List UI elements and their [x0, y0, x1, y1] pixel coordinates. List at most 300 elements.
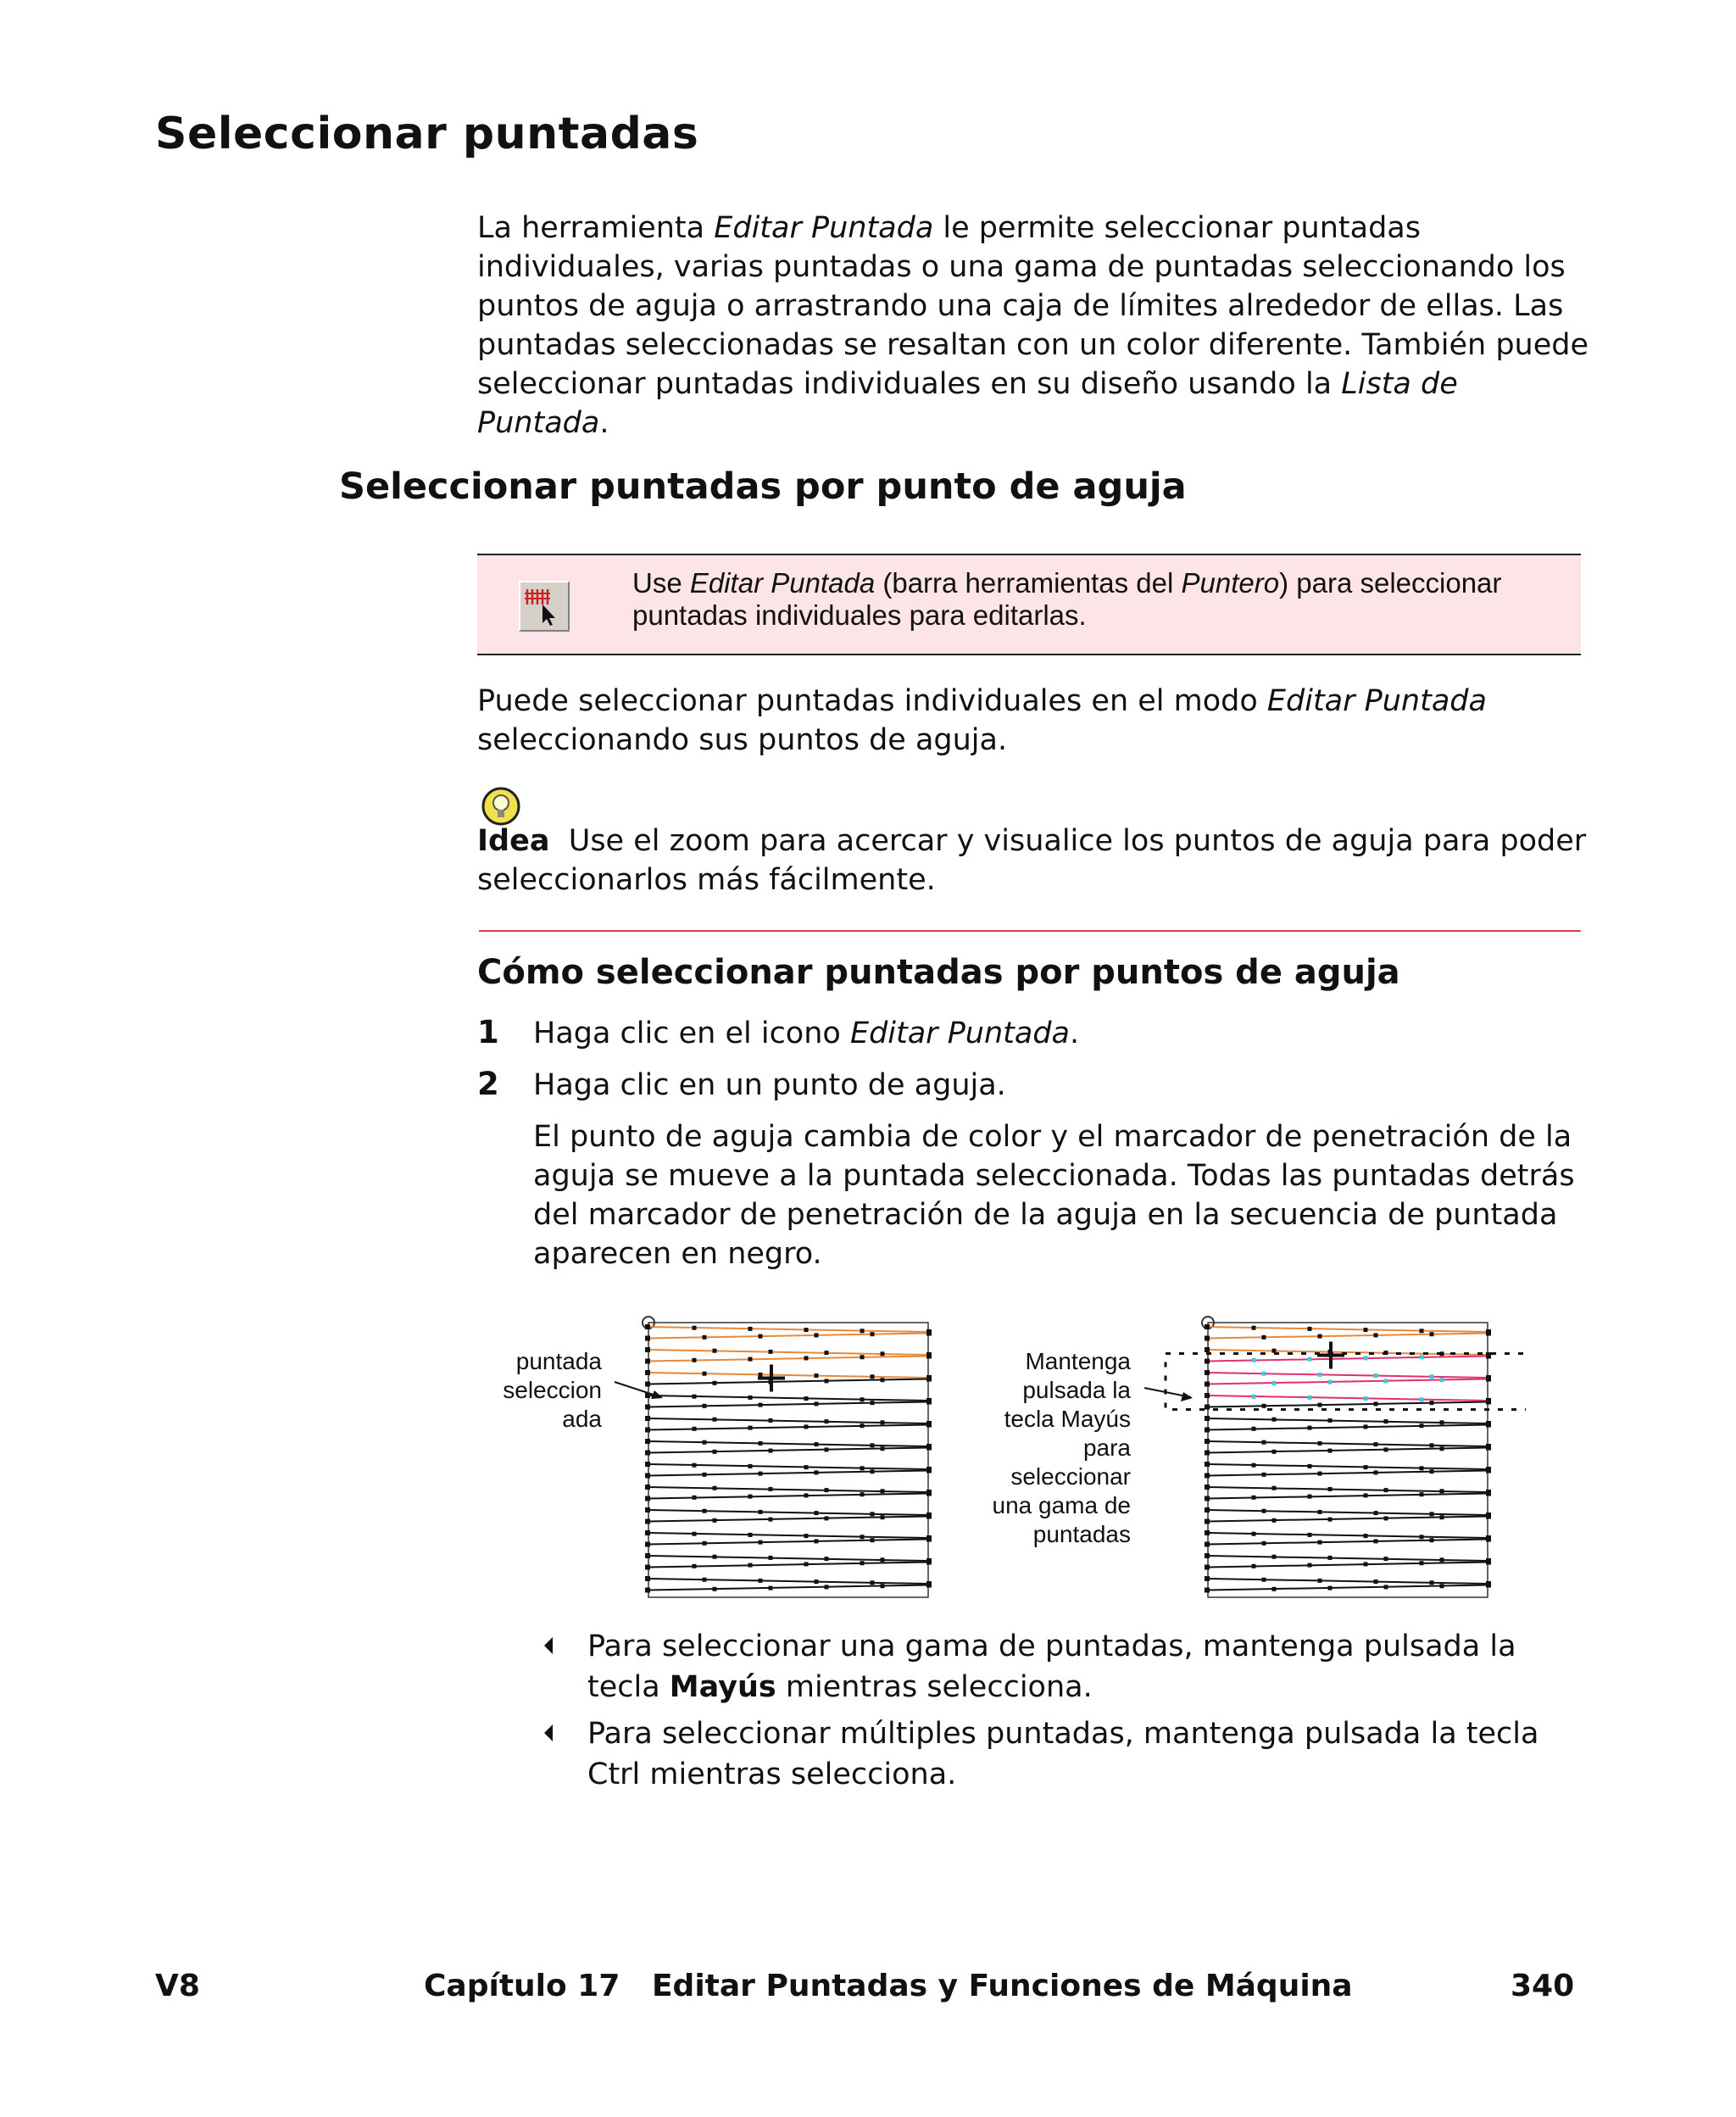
stitch-line: [1208, 1327, 1488, 1332]
needle-point: [769, 1518, 773, 1522]
needle-point: [1364, 1493, 1368, 1497]
needle-point: [871, 1374, 875, 1379]
needle-point: [1440, 1420, 1444, 1424]
needle-point: [1420, 1492, 1424, 1496]
needle-point: [1420, 1423, 1424, 1428]
needle-point: [703, 1440, 707, 1445]
needle-point: [759, 1403, 763, 1407]
stitch-line: [648, 1563, 928, 1568]
needle-point: [703, 1404, 707, 1408]
needle-point: [825, 1516, 829, 1520]
needle-point: [1486, 1514, 1491, 1519]
needle-point: [1364, 1356, 1368, 1360]
needle-point: [926, 1423, 932, 1428]
needle-point: [1364, 1424, 1368, 1429]
needle-point: [1486, 1468, 1491, 1474]
section-divider: [479, 930, 1581, 932]
needle-point: [1262, 1404, 1266, 1408]
needle-point: [769, 1449, 773, 1453]
stitch-line: [1208, 1517, 1488, 1522]
stitch-line: [648, 1585, 928, 1591]
needle-point: [1272, 1587, 1277, 1591]
stitch-diagram-single: [636, 1314, 941, 1598]
needle-point: [1430, 1374, 1434, 1379]
needle-point: [703, 1335, 707, 1340]
page-title: Seleccionar puntadas: [155, 109, 699, 159]
needle-point: [1272, 1486, 1277, 1490]
needle-point: [1308, 1396, 1312, 1400]
needle-point: [871, 1512, 875, 1516]
needle-point: [1440, 1446, 1444, 1451]
needle-point: [1364, 1465, 1368, 1469]
needle-point: [1252, 1395, 1256, 1399]
needle-point: [860, 1535, 865, 1539]
needle-point: [1420, 1355, 1424, 1359]
needle-point: [1384, 1557, 1388, 1561]
needle-point: [1205, 1507, 1210, 1513]
needle-point: [645, 1382, 650, 1387]
label-left-line: ada: [562, 1406, 602, 1432]
edit-stitch-tool-icon[interactable]: [519, 581, 570, 632]
needle-point: [1318, 1510, 1322, 1514]
needle-point: [871, 1469, 875, 1474]
needle-point: [926, 1354, 932, 1359]
needle-point: [759, 1510, 763, 1514]
needle-point: [713, 1555, 717, 1559]
mode-text-1: Puede seleccionar puntadas individuales en el modo: [477, 684, 1267, 718]
needle-point: [713, 1486, 717, 1490]
stitch-line: [1208, 1471, 1488, 1476]
figure-label-selected: [458, 1347, 602, 1434]
stitch-line: [1208, 1441, 1488, 1446]
needle-point: [860, 1492, 865, 1496]
bullet-arrow-icon: [542, 1636, 554, 1655]
needle-point: [693, 1463, 697, 1468]
label-right-line: pulsada la: [1022, 1377, 1131, 1403]
mode-paragraph: [477, 682, 1596, 760]
needle-point: [1328, 1586, 1333, 1591]
needle-point: [645, 1485, 650, 1490]
needle-point: [1205, 1542, 1210, 1547]
needle-point: [713, 1518, 717, 1523]
needle-point: [1440, 1557, 1444, 1562]
needle-point: [1308, 1357, 1312, 1362]
needle-point: [804, 1328, 809, 1332]
needle-point: [881, 1446, 885, 1451]
needle-point: [881, 1584, 885, 1588]
needle-point: [825, 1351, 829, 1355]
stitch-line: [648, 1350, 928, 1355]
needle-point: [769, 1556, 773, 1560]
needle-point: [645, 1507, 650, 1513]
stitch-line: [648, 1327, 928, 1332]
needle-point: [645, 1393, 650, 1398]
stitch-diagram-range: [1161, 1314, 1526, 1598]
stitch-line: [648, 1425, 928, 1430]
idea-text: Use el zoom para acercar y visualice los puntos de aguja para poder seleccionarlos más fácilmente.: [477, 824, 1587, 897]
tool-callout-text: [632, 567, 1565, 632]
needle-point: [769, 1586, 773, 1591]
needle-point: [748, 1357, 753, 1362]
needle-point: [825, 1419, 829, 1423]
needle-point: [645, 1496, 650, 1501]
needle-point: [645, 1324, 650, 1329]
stitch-line: [648, 1494, 928, 1499]
label-right-line: para: [1082, 1435, 1131, 1461]
needle-point: [1486, 1400, 1491, 1405]
bullet1-text-b: mientras selecciona.: [776, 1670, 1093, 1704]
stitch-line: [1208, 1579, 1488, 1584]
needle-point: [815, 1373, 819, 1378]
needle-point: [1262, 1372, 1266, 1376]
bullet-1: [587, 1626, 1596, 1708]
stitch-line: [648, 1579, 928, 1584]
needle-point: [769, 1418, 773, 1423]
needle-point: [1262, 1509, 1266, 1513]
needle-point: [1430, 1332, 1434, 1336]
stitch-line: [1208, 1396, 1488, 1401]
lightbulb-icon: [481, 786, 521, 827]
needle-point: [1486, 1377, 1491, 1382]
needle-point: [1205, 1428, 1210, 1433]
needle-point: [926, 1537, 932, 1542]
needle-point: [825, 1447, 829, 1451]
needle-point: [871, 1443, 875, 1447]
needle-point: [1318, 1334, 1322, 1339]
stitch-line: [1208, 1487, 1488, 1492]
needle-point: [693, 1358, 697, 1362]
needle-point: [703, 1372, 707, 1376]
needle-point: [1262, 1541, 1266, 1546]
needle-point: [926, 1468, 932, 1474]
needle-point: [748, 1533, 753, 1537]
needle-point: [1486, 1423, 1491, 1428]
needle-point: [1328, 1380, 1333, 1384]
needle-point: [645, 1542, 650, 1547]
stitch-line: [1208, 1494, 1488, 1499]
needle-point: [804, 1534, 809, 1538]
needle-point: [1384, 1379, 1388, 1383]
needle-point: [769, 1487, 773, 1491]
needle-point: [881, 1378, 885, 1382]
needle-point: [1420, 1561, 1424, 1565]
needle-point: [645, 1359, 650, 1364]
bullet1-key: Mayús: [669, 1670, 776, 1704]
needle-point: [860, 1397, 865, 1401]
needle-point: [1318, 1472, 1322, 1476]
intro-text-2: le permite seleccionar puntadas individuales, varias puntadas o una gama de puntadas seleccionando los puntos de aguja o arrastrando una caja de límites alrededor de ellas. Las puntadas seleccionadas se resaltan con un color diferente. También puede seleccionar puntadas individuales en su diseño usando la: [477, 211, 1589, 401]
needle-point: [1384, 1488, 1388, 1492]
stitch-line: [648, 1471, 928, 1476]
needle-point: [703, 1473, 707, 1477]
needle-point: [1205, 1359, 1210, 1364]
needle-point: [645, 1370, 650, 1375]
step1-text-b: .: [1070, 1017, 1080, 1050]
needle-point: [645, 1451, 650, 1456]
needle-point: [1374, 1511, 1378, 1515]
needle-point: [1374, 1333, 1378, 1337]
needle-point: [815, 1401, 819, 1406]
needle-point: [1205, 1393, 1210, 1398]
tool-name: Editar Puntada: [689, 567, 876, 599]
needle-point: [860, 1329, 865, 1333]
needle-point: [804, 1562, 809, 1566]
needle-point: [825, 1585, 829, 1589]
needle-point: [1374, 1442, 1378, 1446]
needle-point: [926, 1400, 932, 1405]
needle-point: [815, 1579, 819, 1584]
needle-point: [1374, 1373, 1378, 1378]
stitch-line: [648, 1418, 928, 1423]
needle-point: [1486, 1446, 1491, 1451]
needle-point: [1486, 1560, 1491, 1565]
needle-point: [871, 1538, 875, 1542]
needle-point: [1205, 1576, 1210, 1581]
label-left-line: puntada: [515, 1348, 602, 1374]
needle-point: [926, 1583, 932, 1588]
stitch-line: [1208, 1533, 1488, 1538]
needle-point: [1328, 1556, 1333, 1560]
needle-point: [1440, 1515, 1444, 1519]
needle-point: [804, 1356, 809, 1360]
needle-point: [748, 1495, 753, 1499]
needle-point: [703, 1541, 707, 1546]
stitch-line: [1208, 1334, 1488, 1339]
intro-list-name: Lista de Puntada: [477, 367, 1458, 440]
needle-point: [1308, 1495, 1312, 1499]
label-right-line: una gama de: [992, 1492, 1131, 1518]
needle-point: [1272, 1349, 1277, 1353]
label-right-line: seleccionar: [1010, 1463, 1131, 1490]
needle-point: [759, 1579, 763, 1583]
needle-point: [1205, 1485, 1210, 1490]
stitch-line: [648, 1510, 928, 1515]
needle-point: [1205, 1474, 1210, 1479]
footer-chapter: Capítulo 17 Editar Puntadas y Funciones de Máquina: [424, 1969, 1353, 2003]
needle-point: [1384, 1516, 1388, 1520]
needle-point: [1205, 1519, 1210, 1524]
needle-point: [1308, 1563, 1312, 1568]
intro-text-1: La herramienta: [477, 211, 715, 245]
stitch-line: [648, 1487, 928, 1492]
needle-point: [1205, 1439, 1210, 1444]
needle-point: [645, 1405, 650, 1410]
needle-point: [1205, 1565, 1210, 1570]
needle-point: [693, 1564, 697, 1568]
needle-point: [713, 1349, 717, 1353]
stitch-line: [1208, 1448, 1488, 1453]
needle-point: [1364, 1534, 1368, 1538]
needle-point: [703, 1509, 707, 1513]
needle-point: [748, 1563, 753, 1568]
step-number-2: 2: [477, 1066, 499, 1102]
needle-point: [759, 1373, 763, 1377]
needle-point: [1374, 1470, 1378, 1474]
stitch-line: [1208, 1402, 1488, 1407]
section-title: Seleccionar puntadas por punto de aguja: [339, 465, 1187, 508]
needle-point: [860, 1466, 865, 1470]
figure-label-range: [958, 1347, 1131, 1549]
needle-point: [1430, 1401, 1434, 1405]
needle-point: [1318, 1540, 1322, 1545]
stitch-line: [1208, 1556, 1488, 1561]
needle-point: [1205, 1336, 1210, 1341]
needle-point: [1308, 1464, 1312, 1468]
needle-point: [1252, 1358, 1256, 1362]
needle-point: [645, 1347, 650, 1352]
needle-point: [645, 1428, 650, 1433]
needle-point: [926, 1560, 932, 1565]
needle-point: [926, 1331, 932, 1336]
label-left-line: seleccion: [503, 1377, 602, 1403]
needle-point: [1205, 1462, 1210, 1467]
stitch-line: [648, 1396, 928, 1401]
needle-point: [1272, 1518, 1277, 1523]
needle-point: [1205, 1553, 1210, 1558]
needle-point: [1205, 1451, 1210, 1456]
needle-point: [881, 1420, 885, 1424]
needle-point: [645, 1519, 650, 1524]
needle-point: [1205, 1416, 1210, 1421]
needle-point: [825, 1557, 829, 1561]
footer-version: V8: [155, 1969, 200, 2003]
needle-point: [1440, 1489, 1444, 1493]
needle-point: [645, 1588, 650, 1593]
footer-page-number: 340: [1511, 1969, 1575, 2003]
toolbar-name: Puntero: [1181, 567, 1280, 599]
needle-point: [815, 1442, 819, 1446]
needle-point: [825, 1488, 829, 1492]
needle-point: [1272, 1381, 1277, 1385]
needle-point: [815, 1470, 819, 1474]
needle-point: [804, 1465, 809, 1469]
needle-point: [703, 1578, 707, 1582]
needle-point: [1252, 1564, 1256, 1568]
needle-point: [769, 1350, 773, 1354]
tool-callout: [477, 554, 1581, 655]
needle-point: [759, 1540, 763, 1545]
needle-point: [815, 1333, 819, 1337]
needle-point: [881, 1351, 885, 1356]
needle-point: [871, 1401, 875, 1405]
stitch-line: [1208, 1418, 1488, 1423]
stitch-line: [648, 1441, 928, 1446]
tool-text-2: (barra herramientas del: [875, 567, 1182, 599]
step1-tool: Editar Puntada: [849, 1017, 1071, 1050]
needle-point: [1364, 1328, 1368, 1332]
needle-point: [1440, 1378, 1444, 1382]
stitch-line: [648, 1373, 928, 1378]
needle-point: [1486, 1354, 1491, 1359]
idea-label: Idea: [477, 824, 550, 858]
stitch-line: [648, 1556, 928, 1561]
needle-point: [871, 1580, 875, 1585]
needle-point: [926, 1446, 932, 1451]
needle-point: [645, 1576, 650, 1581]
needle-point: [1205, 1370, 1210, 1375]
needle-point: [1430, 1469, 1434, 1474]
needle-point: [1318, 1403, 1322, 1407]
needle-point: [881, 1515, 885, 1519]
needle-point: [713, 1418, 717, 1422]
stitch-line: [1208, 1563, 1488, 1568]
stitch-line: [648, 1379, 928, 1384]
needle-point: [1272, 1555, 1277, 1559]
needle-point: [1252, 1496, 1256, 1500]
stitch-line: [648, 1334, 928, 1339]
needle-point: [804, 1493, 809, 1497]
stitch-line: [1208, 1540, 1488, 1545]
needle-point: [1205, 1324, 1210, 1329]
needle-point: [1420, 1397, 1424, 1401]
needle-point: [645, 1565, 650, 1570]
needle-point: [860, 1561, 865, 1565]
needle-point: [645, 1462, 650, 1467]
label-right-line: puntadas: [1032, 1521, 1131, 1547]
needle-point: [1262, 1335, 1266, 1340]
needle-point: [1486, 1537, 1491, 1542]
step-text-2: Haga clic en un punto de aguja.: [533, 1068, 1006, 1102]
needle-point: [759, 1334, 763, 1339]
needle-point: [748, 1396, 753, 1400]
needle-point: [881, 1489, 885, 1493]
needle-point: [1364, 1562, 1368, 1566]
needle-point: [1486, 1491, 1491, 1496]
needle-point: [926, 1491, 932, 1496]
needle-point: [1328, 1487, 1333, 1491]
stitch-line: [648, 1464, 928, 1469]
step-2-detail: El punto de aguja cambia de color y el marcador de penetración de la aguja se mueve a la puntada seleccionada. Todas las puntadas detrás del marcador de penetración de la aguja en la secuencia de puntada aparecen en negro.: [533, 1120, 1575, 1271]
needle-point: [645, 1416, 650, 1421]
stitch-line: [1208, 1379, 1488, 1384]
stitch-line: [648, 1448, 928, 1453]
label-right-line: tecla Mayús: [1004, 1406, 1131, 1432]
stitch-line: [648, 1357, 928, 1362]
needle-point: [693, 1496, 697, 1500]
needle-point: [825, 1379, 829, 1383]
stitch-line: [648, 1517, 928, 1522]
needle-point: [713, 1587, 717, 1591]
needle-point: [881, 1557, 885, 1562]
needle-point: [860, 1355, 865, 1359]
needle-point: [926, 1377, 932, 1382]
needle-point: [713, 1450, 717, 1454]
needle-point: [1440, 1584, 1444, 1588]
bullet1-text-a: Para seleccionar una gama de puntadas, mantenga pulsada la tecla: [587, 1630, 1516, 1704]
needle-point: [1262, 1578, 1266, 1582]
needle-point: [1252, 1427, 1256, 1431]
tool-text-1: Use: [632, 567, 690, 599]
howto-title: Cómo seleccionar puntadas por puntos de aguja: [477, 953, 1400, 992]
stitch-line: [648, 1540, 928, 1545]
stitch-line: [648, 1533, 928, 1538]
needle-point: [860, 1423, 865, 1428]
needle-point: [1205, 1347, 1210, 1352]
needle-point: [1486, 1583, 1491, 1588]
needle-point: [1328, 1449, 1333, 1453]
stitch-line: [1208, 1425, 1488, 1430]
needle-point: [1430, 1580, 1434, 1585]
intro-tool-name: Editar Puntada: [714, 211, 934, 245]
needle-point: [1308, 1327, 1312, 1331]
needle-point: [815, 1511, 819, 1515]
needle-point: [645, 1553, 650, 1558]
needle-point: [1430, 1538, 1434, 1542]
needle-point: [1420, 1466, 1424, 1470]
needle-point: [748, 1426, 753, 1430]
needle-point: [1252, 1463, 1256, 1468]
needle-point: [748, 1464, 753, 1468]
